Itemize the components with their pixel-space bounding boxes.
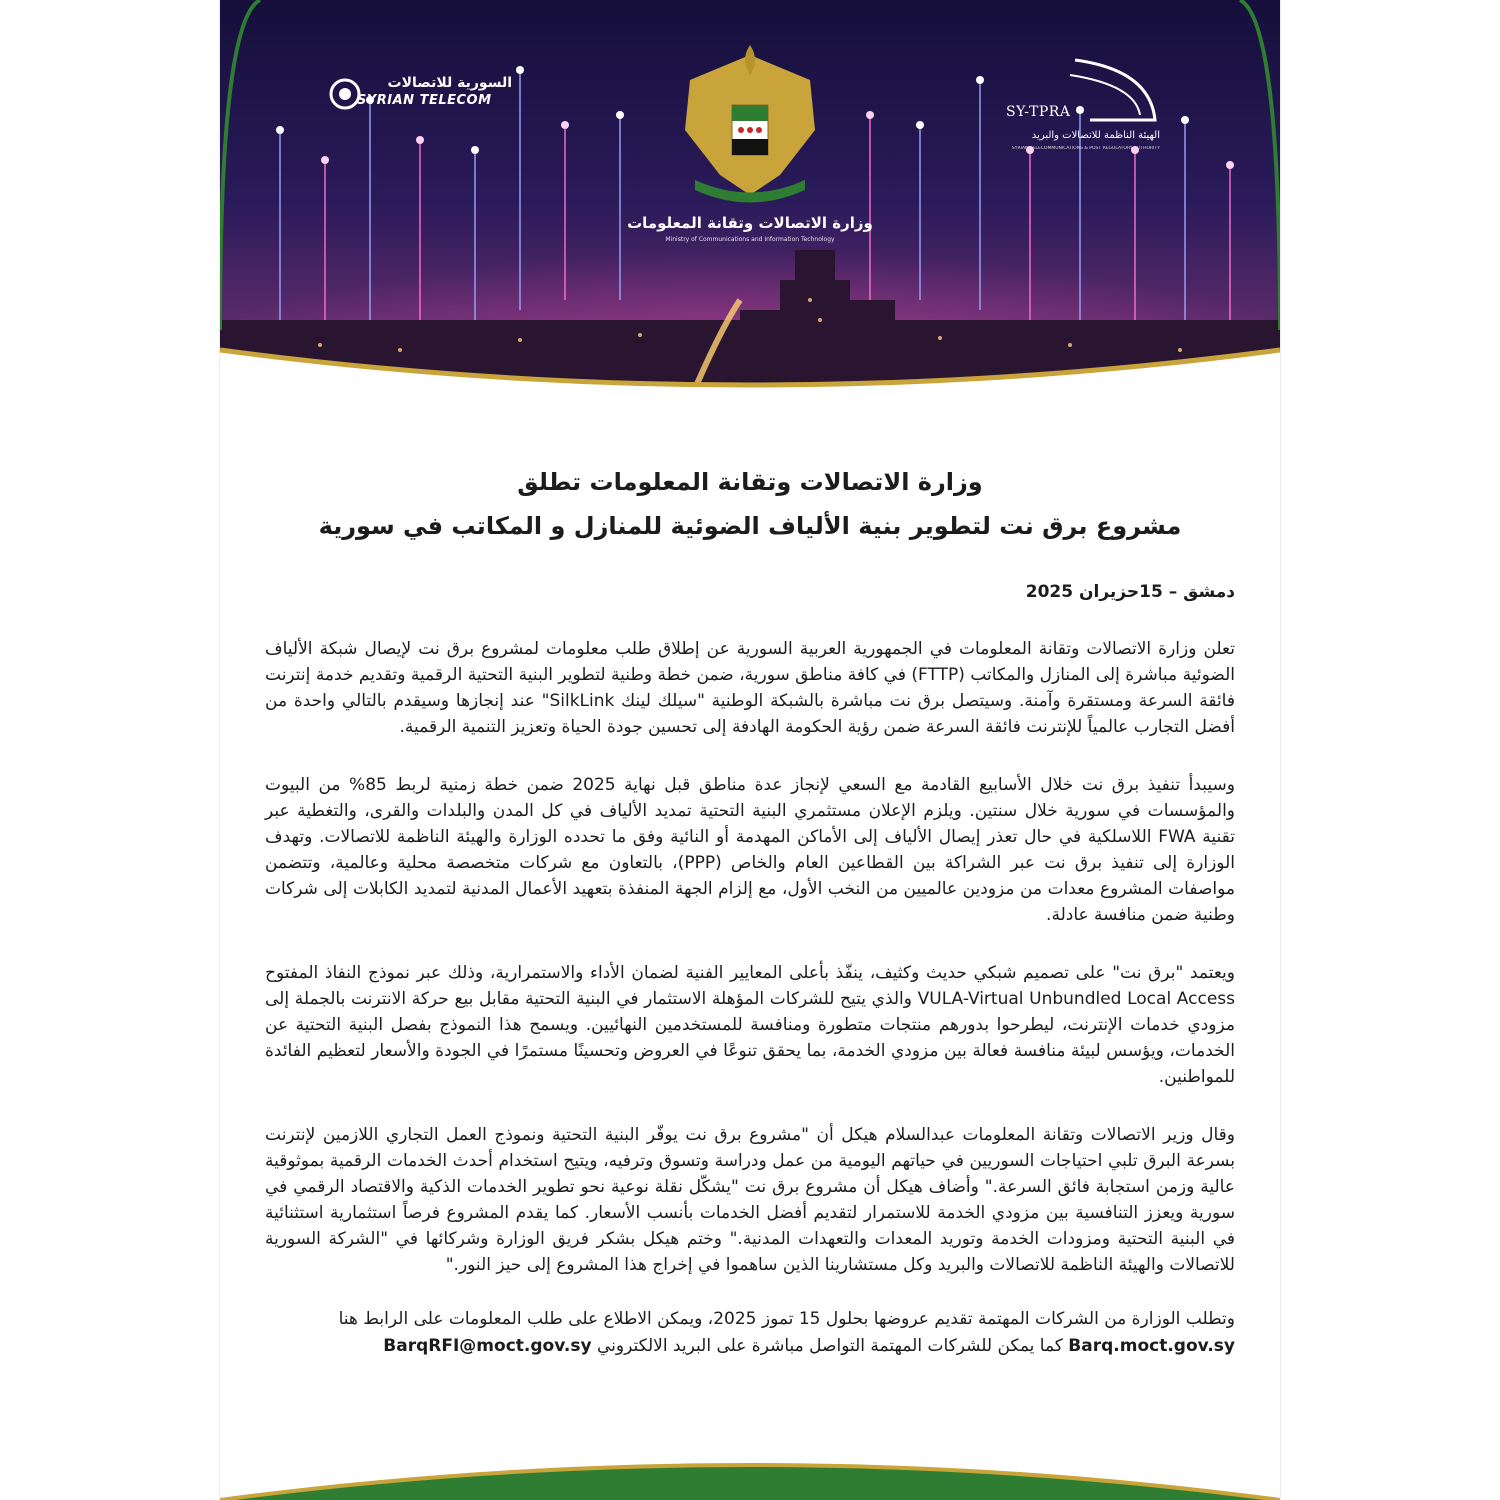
tpra-subtitle: SYRIAN TELECOMMUNICATIONS & POST REGULATORY AUTHORITY	[1011, 146, 1160, 151]
dateline: دمشق – 15حزيران 2025	[1025, 582, 1235, 602]
tpra-english-name: SY-TPRA	[1006, 104, 1071, 120]
paragraph-1: تعلن وزارة الاتصالات وتقانة المعلومات في الجمهورية العربية السورية عن إطلاق طلب معلومات لمشروع برق نت لإيصال شبكة الألياف الضوئية مباشرة إلى المنازل والمكاتب (FTTP) في كافة مناطق سورية، ضمن خطة وطنية لتطوير البنية التحتية الرقمية وتقديم خدمة إنترنت فائقة السرعة ومستقرة وآمنة. وسيتصل برق نت مباشرة بالشبكة الوطنية "سيلك لينك SilkLink" عند إنجازها وسيقدم بالتالي واحدة من أفضل التجارب عالمياً للإنترنت فائقة السرعة ضمن رؤية الحكومة الهادفة إلى تحسين جودة الحياة وتعزيز التنمية الرقمية.	[265, 639, 1236, 737]
paragraph-3: ويعتمد "برق نت" على تصميم شبكي حديث وكثيف، ينفّذ بأعلى المعايير الفنية لضمان الأداء والاستمرارية، وذلك عبر نموذج النفاذ المفتوح VULA-Virtual Unbundled Local Access والذي يتيح للشركات المؤهلة الاستثمار في البنية التحتية مقابل بيع حركة الانترنت بالجملة إلى مزودي خدمات الإنترنت، ليطرحوا بدورهم منتجات متطورة ومنافسة للمستخدمين النهائيين. ويسمح هذا النموذج بفصل البنية التحتية عن الخدمات، ويؤسس لبيئة منافسة فعالة بين مزودي الخدمة، بما يحقق تنوعًا في العروض وتحسينًا مستمرًا في الجودة والأسعار لتعظيم الفائدة للمواطنين.	[265, 963, 1235, 1087]
contact-email-link[interactable]: BarqRFI@moct.gov.sy	[383, 1336, 592, 1356]
press-release-content	[265, 460, 1235, 1360]
rfi-link[interactable]: Barq.moct.gov.sy	[1068, 1336, 1235, 1356]
closing-contact	[265, 1306, 1235, 1360]
footer-decoration	[220, 1440, 1280, 1500]
ministry-name-english: Ministry of Communications and Information Technology	[665, 236, 835, 243]
press-release-page	[220, 0, 1280, 1500]
closing-text: وتطلب الوزارة من الشركات المهتمة تقديم عروضها بحلول 15 تموز 2025، ويمكن الاطلاع على طلب المعلومات على الرابط هنا	[338, 1309, 1235, 1329]
header-banner	[220, 0, 1280, 400]
paragraph-4: وقال وزير الاتصالات وتقانة المعلومات عبدالسلام هيكل أن "مشروع برق نت يوفّر البنية التحتية ونموذج العمل التجاري اللازمين لإنترنت بسرعة البرق تلبي احتياجات السوريين في حياتهم اليومية من عمل ودراسة وتسوق وترفيه، ويتيح استخدام أحدث الخدمات الرقمية بموثوقية عالية وزمن استجابة فائق السرعة." وأضاف هيكل أن مشروع برق نت "يشكّل نقلة نوعية نحو تطوير الخدمات الذكية والاقتصاد الرقمي في سورية ويعزز التنافسية بين مزودي الخدمة للاستمرار لتقديم أفضل الخدمات بأنسب الأسعار. كما يقدم المشروع فرصاً استثمارية استثنائية في البنية التحتية ومزودات الخدمة وتوريد المعدات والتعهدات المدنية." وختم هيكل بشكر فريق الوزارة وشركائها في "الشركة السورية للاتصالات والهيئة الناظمة للاتصالات والبريد وكل مستشارينا الذين ساهموا في إخراج هذا المشروع إلى حيز النور."	[265, 1125, 1235, 1275]
syrian-telecom-english-name: SYRIAN TELECOM	[357, 93, 492, 108]
title-line-1: وزارة الاتصالات وتقانة المعلومات تطلق	[517, 468, 983, 496]
paragraph-2: وسيبدأ تنفيذ برق نت خلال الأسابيع القادمة مع السعي لإنجاز عدة مناطق قبل نهاية 2025 ضمن خطة زمنية لربط 85% من البيوت والمؤسسات في سورية خلال سنتين. ويلزم الإعلان مستثمري البنية التحتية تمديد الألياف في كل المدن والبلدات والقرى، والتغطية عبر تقنية FWA اللاسلكية في حال تعذر إيصال الألياف إلى الأماكن المهدمة أو النائية وفق ما تحدده الوزارة والهيئة الناظمة للاتصالات. وتهدف الوزارة إلى تنفيذ برق نت عبر الشراكة بين القطاعين العام والخاص (PPP)، بالتعاون مع شركات متخصصة محلية وعالمية، وتتضمن مواصفات المشروع معدات من مزودين عالميين من النخب الأول، مع إلزام الجهة المنفذة بتعهيد الأعمال المدنية لتمديد الكابلات إلى شركات وطنية ضمن منافسة عادلة.	[265, 775, 1236, 925]
title-line-2: مشروع برق نت لتطوير بنية الألياف الضوئية للمنازل و المكاتب في سورية	[318, 512, 1182, 540]
ministry-name-arabic: وزارة الاتصالات وتقانة المعلومات	[627, 214, 873, 232]
syrian-telecom-arabic-name: السورية للاتصالات	[387, 75, 512, 91]
tpra-arabic-name: الهيئة الناظمة للاتصالات والبريد	[1031, 130, 1160, 141]
night-city-background	[220, 0, 1280, 400]
closing-mid-text: كما يمكن للشركات المهتمة التواصل مباشرة على البريد الالكتروني	[596, 1336, 1063, 1356]
